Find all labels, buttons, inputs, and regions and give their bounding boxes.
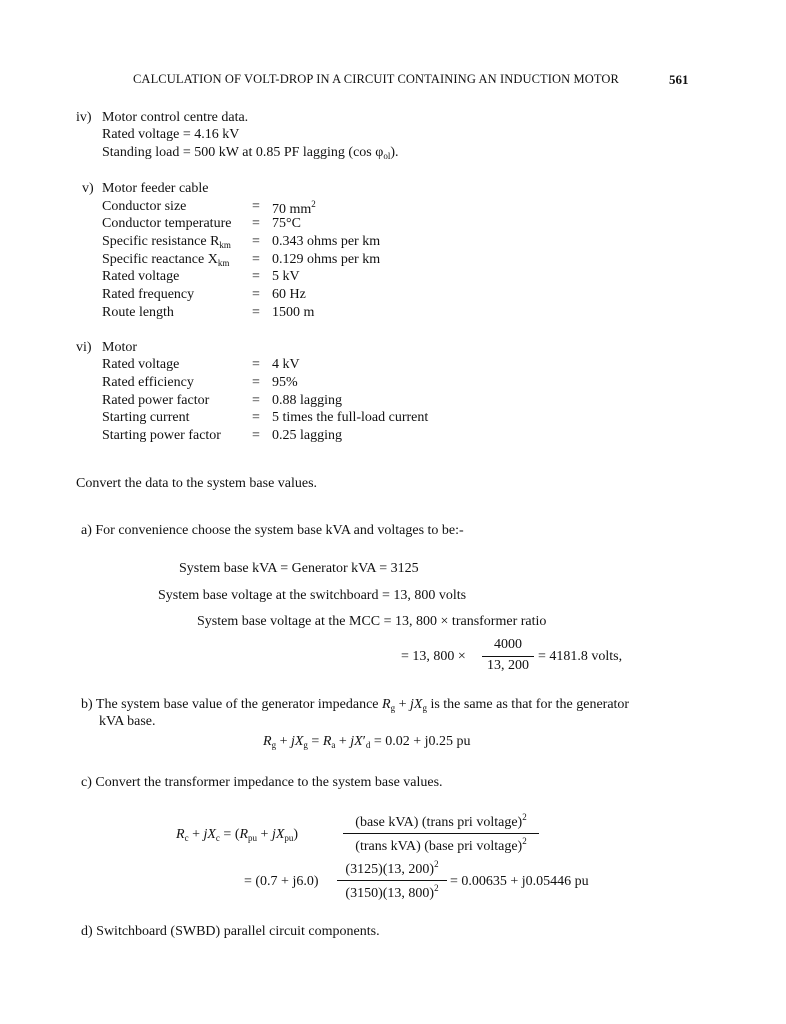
label-text: Specific reactance X bbox=[102, 252, 218, 267]
cable-row-value: 0.129 ohms per km bbox=[272, 252, 381, 267]
fraction-denominator: 13, 200 bbox=[487, 658, 529, 673]
motor-row-value: 0.88 lagging bbox=[272, 393, 342, 408]
denominator-sup: 2 bbox=[434, 883, 439, 893]
motor-row-label: Rated voltage bbox=[102, 357, 180, 372]
mcc-rated-voltage: Rated voltage = 4.16 kV bbox=[102, 127, 240, 142]
motor-row-label: Rated power factor bbox=[102, 393, 210, 408]
section-title: Motor feeder cable bbox=[102, 181, 209, 196]
value-sup: 2 bbox=[311, 199, 316, 209]
fraction-denominator bbox=[337, 883, 447, 902]
part-b-text-line2: kVA base. bbox=[99, 714, 156, 729]
fraction-numerator: 4000 bbox=[494, 637, 522, 652]
fraction-bar bbox=[337, 880, 447, 881]
fraction-numerator bbox=[337, 859, 447, 878]
numerator-sup: 2 bbox=[522, 812, 527, 822]
section-title: Motor control centre data. bbox=[102, 110, 249, 125]
mcc-standing-load bbox=[102, 145, 399, 161]
equals-sign: = bbox=[252, 375, 260, 390]
convert-paragraph: Convert the data to the system base values. bbox=[76, 476, 318, 491]
value-text: 70 mm bbox=[272, 202, 312, 217]
part-c-text: c) Convert the transformer impedance to the system base values. bbox=[81, 775, 443, 790]
running-header-title: CALCULATION OF VOLT-DROP IN A CIRCUIT CONTAINING AN INDUCTION MOTOR bbox=[133, 72, 619, 86]
section-marker: v) bbox=[82, 181, 94, 196]
cable-row-value: 60 Hz bbox=[272, 287, 306, 302]
motor-row-label: Starting power factor bbox=[102, 428, 221, 443]
equals-sign: = bbox=[252, 216, 260, 231]
equals-sign: = bbox=[252, 287, 260, 302]
motor-row-value: 4 kV bbox=[272, 357, 300, 372]
mcc-eq-rhs: = 4181.8 volts, bbox=[538, 649, 623, 664]
equals-sign: = bbox=[252, 357, 260, 372]
standing-load-text: Standing load = 500 kW at 0.85 PF lagging (cos φ bbox=[102, 145, 384, 160]
equals-sign: = bbox=[252, 234, 260, 249]
equals-sign: = bbox=[252, 252, 260, 267]
numerator-text: (3125)(13, 200) bbox=[345, 862, 435, 877]
base-kva-line: System base kVA = Generator kVA = 3125 bbox=[179, 561, 419, 576]
base-voltage-mcc-line: System base voltage at the MCC = 13, 800 × transformer ratio bbox=[197, 614, 547, 629]
cable-row-value: 1500 m bbox=[272, 305, 315, 320]
part-b-text-end: is the same as that for the generator bbox=[430, 697, 630, 712]
cable-row-value: 75°C bbox=[272, 216, 301, 231]
motor-row-value: 5 times the full-load current bbox=[272, 410, 429, 425]
numerator-sup: 2 bbox=[434, 859, 439, 869]
standing-load-sub: ol bbox=[383, 151, 391, 161]
cable-row-value: 5 kV bbox=[272, 269, 300, 284]
denominator-sup: 2 bbox=[522, 836, 527, 846]
cable-row-label: Conductor temperature bbox=[102, 216, 232, 231]
transformer-eq-lhs: $R_c + jX_c = (R_{pu} + jX_{pu})$ bbox=[176, 827, 299, 843]
fraction-bar bbox=[482, 656, 534, 657]
label-sub: km bbox=[219, 240, 231, 250]
cable-row-label bbox=[102, 252, 229, 268]
fraction-denominator bbox=[343, 836, 539, 855]
denominator-text: (3150)(13, 800) bbox=[345, 886, 435, 901]
motor-row-value: 0.25 lagging bbox=[272, 428, 342, 443]
standing-load-end: ). bbox=[390, 145, 399, 160]
transformer-eq2-rhs: = 0.00635 + j0.05446 pu bbox=[450, 874, 589, 889]
transformer-eq2-lhs: = (0.7 + j6.0) bbox=[244, 874, 319, 889]
equals-sign: = bbox=[252, 393, 260, 408]
part-b-text-start: b) The system base value of the generator impedance bbox=[81, 697, 379, 712]
cable-row-label: Route length bbox=[102, 305, 174, 320]
equals-sign: = bbox=[252, 410, 260, 425]
denominator-text: (trans kVA) (base pri voltage) bbox=[355, 839, 523, 854]
equals-sign: = bbox=[252, 305, 260, 320]
motor-row-label: Rated efficiency bbox=[102, 375, 194, 390]
motor-row-label: Starting current bbox=[102, 410, 190, 425]
generator-impedance-equation: $R_g + jX_g = R_a + jX'_d = 0.02 + j0.25$ pu bbox=[263, 734, 471, 750]
motor-row-value: 95% bbox=[272, 375, 298, 390]
equals-sign: = bbox=[252, 199, 260, 214]
page-number: 561 bbox=[669, 72, 689, 87]
mcc-eq-lhs: = 13, 800 × bbox=[401, 649, 466, 664]
label-text: Specific resistance R bbox=[102, 234, 220, 249]
base-voltage-swbd-line: System base voltage at the switchboard = 13, 800 volts bbox=[158, 588, 467, 603]
cable-row-value: 0.343 ohms per km bbox=[272, 234, 381, 249]
generator-impedance-value: = 0.02 + j0.25 pu bbox=[373, 734, 471, 749]
cable-row-label: Rated frequency bbox=[102, 287, 195, 302]
numerator-text: (base kVA) (trans pri voltage) bbox=[355, 815, 523, 830]
section-title: Motor bbox=[102, 340, 137, 355]
fraction-bar bbox=[343, 833, 539, 834]
equals-sign: = bbox=[252, 428, 260, 443]
part-a-text: a) For convenience choose the system base kVA and voltages to be:- bbox=[81, 523, 464, 538]
cable-row-label: Conductor size bbox=[102, 199, 187, 214]
equals-sign: = bbox=[252, 269, 260, 284]
label-sub: km bbox=[217, 258, 230, 268]
section-marker: vi) bbox=[76, 340, 92, 355]
part-d-text: d) Switchboard (SWBD) parallel circuit components. bbox=[81, 924, 380, 939]
fraction-numerator bbox=[343, 812, 539, 831]
section-marker: iv) bbox=[76, 110, 92, 125]
part-b-text-line1: b) The system base value of the generator impedance $R_g + jX_g$ is the same as that for the generator bbox=[81, 697, 630, 713]
cable-row-label bbox=[102, 234, 231, 250]
cable-row-label: Rated voltage bbox=[102, 269, 180, 284]
